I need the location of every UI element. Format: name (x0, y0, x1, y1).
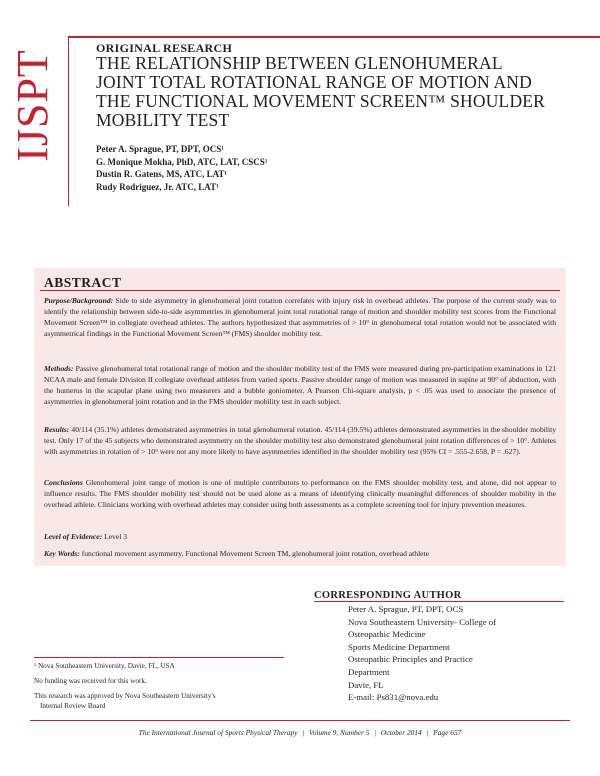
footer-volume: Volume 9, Number 5 (309, 728, 370, 737)
methods-text: Passive glenohumeral total rotational range of motion and the shoulder mobility test of the FMS were measured during pre-participation examinations in 121 NCAA male and female Division II collegiate overhead athletes from varied sports. Passive shoulder range of motion was measured in supine at 90° of abduction, with the humerus in the scapular plane using two measurers and a bubble goniometer. A Pearson Chi-square analysis, p < .05 was used to associate the presence of asymmetries in glenohumeral joint rotation and in the FMS shoulder mobility test in each subject. (44, 364, 556, 406)
results-label: Results: (44, 425, 70, 434)
corresponding-line: Peter A. Sprague, PT, DPT, OCS (348, 604, 464, 614)
author: G. Monique Mokha, PhD, ATC, LAT, CSCS¹ (96, 156, 268, 167)
corresponding-line: Osteopathic Medicine (348, 629, 426, 640)
author: Rudy Rodriguez, Jr. ATC, LAT¹ (96, 181, 219, 192)
footnote-irb: This research was approved by Nova Southeastern University's (34, 692, 216, 700)
abstract-results (44, 424, 556, 457)
footer-date: October 2014 (380, 728, 422, 737)
article-title-line: THE FUNCTIONAL MOVEMENT SCREEN™ SHOULDER (96, 91, 546, 111)
page-footer: The International Journal of Sports Physical Therapy | Volume 9, Number 5 | October 2014 | Page 657 (138, 728, 462, 737)
footer-rule (30, 720, 570, 721)
footnote-irb-cont: Internal Review Board (40, 702, 106, 710)
footnotes (34, 661, 294, 711)
footer-journal: The International Journal of Sports Physical Therapy (138, 728, 298, 737)
corresponding-line: Osteopathic Principles and Practice (348, 654, 473, 665)
level-label: Level of Evidence: (44, 532, 103, 541)
corresponding-line: Davie, FL (348, 679, 384, 690)
author: Dustin R. Gatens, MS, ATC, LAT¹ (96, 169, 228, 179)
conclusions-label: Conclusions (44, 478, 83, 487)
abstract-level (44, 531, 556, 542)
journal-logo-vertical (4, 40, 60, 170)
header-top-rule (68, 36, 600, 38)
footnote-rule (34, 657, 284, 658)
level-text: Level 3 (104, 532, 128, 541)
article-title (96, 54, 576, 130)
abstract-heading: ABSTRACT (44, 275, 122, 290)
purpose-text: Side to side asymmetry in glenohumeral joint rotation correlates with injury risk in overhead athletes. The purpose of the current study was to identify the relationship between side-to-side asymmetries in glenohumeral joint total rotational range of motion and shoulder mobility test scores from the Functional Movement Screen™ in collegiate overhead athletes. The authors hypothesized that asymmetries of > 10° in glenohumeral total rotation would not be associated with asymmetrical findings in the Functional Movement Screen™ (FMS) shoulder mobility test. (44, 296, 556, 338)
article-title-line: JOINT TOTAL ROTATIONAL RANGE OF MOTION AND (96, 72, 532, 92)
author: Peter A. Sprague, PT, DPT, OCS¹ (96, 144, 224, 154)
header-vertical-rule (68, 36, 69, 206)
corresponding-email: E-mail: Ps831@nova.edu (348, 692, 439, 703)
abstract-rule (40, 290, 560, 291)
abstract-methods (44, 363, 556, 407)
corresponding-line: Department (348, 666, 390, 677)
results-text: 40/114 (35.1%) athletes demonstrated asymmetries in total glenohumeral rotation. 45/114 (39.5%) athletes demonstrated asymmetries in the shoulder mobility test. Only 17 of the 45 subjects who demonstrated asymmetry on the shoulder mobility test also demonstrated glenohumeral joint rotation differences of > 10°. Athletes with asymmetries in rotation of > 10° were not any more likely to have asymmetries identified in the shoulder mobility test (95% CI = .555-2.658, P = .627). (44, 425, 556, 456)
footer-page: Page 657 (433, 728, 462, 737)
corresponding-line: Sports Medicine Department (348, 641, 450, 652)
journal-logo-text: IJSPT (7, 48, 57, 162)
conclusions-text: Glenohumeral joint range of motion is one of multiple contributors to performance on the FMS shoulder mobility test, and alone, did not appear to influence results. The FMS shoulder mobility test should not be used alone as a means of identifying clinically meaningful differences of shoulder mobility in the overhead athlete. Clinicians working with overhead athletes may consider using both assessments as a complete screening tool for injury prevention measures. (44, 478, 556, 509)
section-label: ORIGINAL RESEARCH (96, 41, 233, 55)
corresponding-rule (314, 601, 564, 602)
author-list (96, 143, 267, 193)
abstract-conclusions (44, 477, 556, 510)
purpose-label: Purpose/Background: (44, 296, 114, 305)
footnote-affiliation: ¹ Nova Southeastern University, Davie, FL, USA (34, 662, 175, 670)
corresponding-details (348, 603, 496, 704)
corresponding-line: Nova Southeastern University- College of (348, 616, 497, 627)
article-title-line: THE RELATIONSHIP BETWEEN GLENOHUMERAL (96, 53, 503, 73)
keywords-label: Key Words: (44, 549, 80, 558)
corresponding-heading: CORRESPONDING AUTHOR (314, 590, 462, 601)
keywords-text: functional movement asymmetry, Functional Movement Screen TM, glenohumeral joint rotation, overhead athlete (81, 549, 430, 558)
abstract-purpose (44, 295, 556, 339)
article-title-line: MOBILITY TEST (96, 110, 230, 130)
abstract-keywords (44, 548, 556, 559)
methods-label: Methods: (44, 364, 74, 373)
footnote-funding: No funding was received for this work. (34, 677, 147, 685)
